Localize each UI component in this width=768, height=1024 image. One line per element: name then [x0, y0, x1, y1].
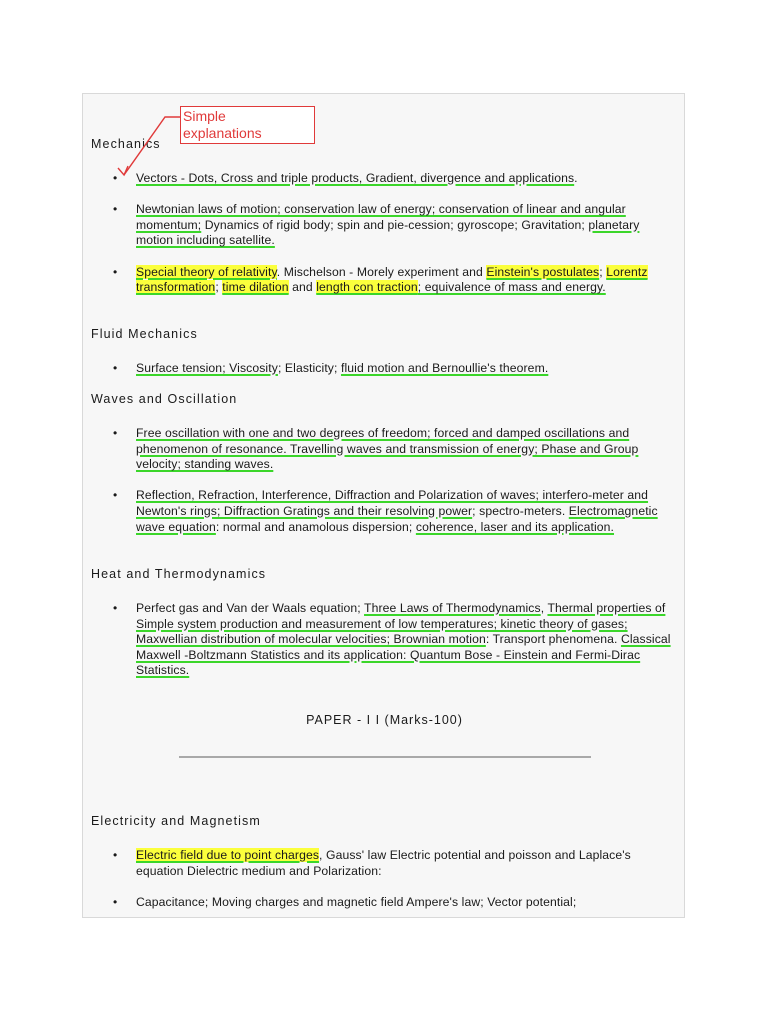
- section-heading-em: Electricity and Magnetism: [91, 814, 261, 828]
- divider: [179, 756, 591, 758]
- em-list: [83, 848, 678, 918]
- callout-box: [180, 106, 315, 144]
- list-item: • Reflection, Refraction, Interference, Diffraction and Polarization of waves; interfero-meter and Newton's rings; Diffraction Gratings and their resolving power; spectro-meters. Electromagnetic wave equation: normal and anamolous dispersion; coherence, laser and its application.: [83, 488, 678, 535]
- list-item: • Perfect gas and Van der Waals equation; Three Laws of Thermodynamics, Thermal properties of Simple system production and measurement of low temperatures; kinetic theory of gases; Maxwellian distribution of molecular velocities; Brownian motion: Transport phenomena. Classical Maxwell -Boltzmann Statistics and its application: Quantum Bose - Einstein and Fermi-Dirac Statistics.: [83, 601, 678, 679]
- list-item: • Surface tension; Viscosity; Elasticity; fluid motion and Bernoullie's theorem.: [83, 361, 678, 377]
- callout-line-2: explanations: [183, 125, 262, 141]
- section-heading-mechanics: Mechanics: [91, 137, 161, 151]
- list-item: • Electric field due to point charges, Gauss' law Electric potential and poisson and Laplace's equation Dielectric medium and Polarization:: [83, 848, 678, 879]
- section-heading-fluid: Fluid Mechanics: [91, 327, 198, 341]
- section-heading-heat: Heat and Thermodynamics: [91, 567, 267, 581]
- section-heading-waves: Waves and Oscillation: [91, 392, 238, 406]
- heat-list: [83, 601, 678, 695]
- paper-title: PAPER - I I (Marks-100): [306, 713, 463, 727]
- mechanics-list: [83, 171, 678, 311]
- fluid-list: [83, 361, 678, 392]
- callout-line-1: Simple: [183, 108, 226, 124]
- list-item: • Special theory of relativity. Mischelson - Morely experiment and Einstein's postulates; Lorentz transformation; time dilation and length con traction; equivalence of mass and energy.: [83, 265, 678, 296]
- list-item: • Free oscillation with one and two degrees of freedom; forced and damped oscillations and phenomenon of resonance. Travelling waves and transmission of energy; Phase and Group velocity; standing waves.: [83, 426, 678, 473]
- list-item: • Vectors - Dots, Cross and triple products, Gradient, divergence and applications.: [83, 171, 678, 187]
- waves-list: [83, 426, 678, 551]
- list-item: • Capacitance; Moving charges and magnetic field Ampere's law; Vector potential;: [83, 895, 678, 911]
- list-item: • Newtonian laws of motion; conservation law of energy; conservation of linear and angular momentum; Dynamics of rigid body; spin and pie-cession; gyroscope; Gravitation; planetary motion including satellite.: [83, 202, 678, 249]
- document-page: [82, 93, 685, 918]
